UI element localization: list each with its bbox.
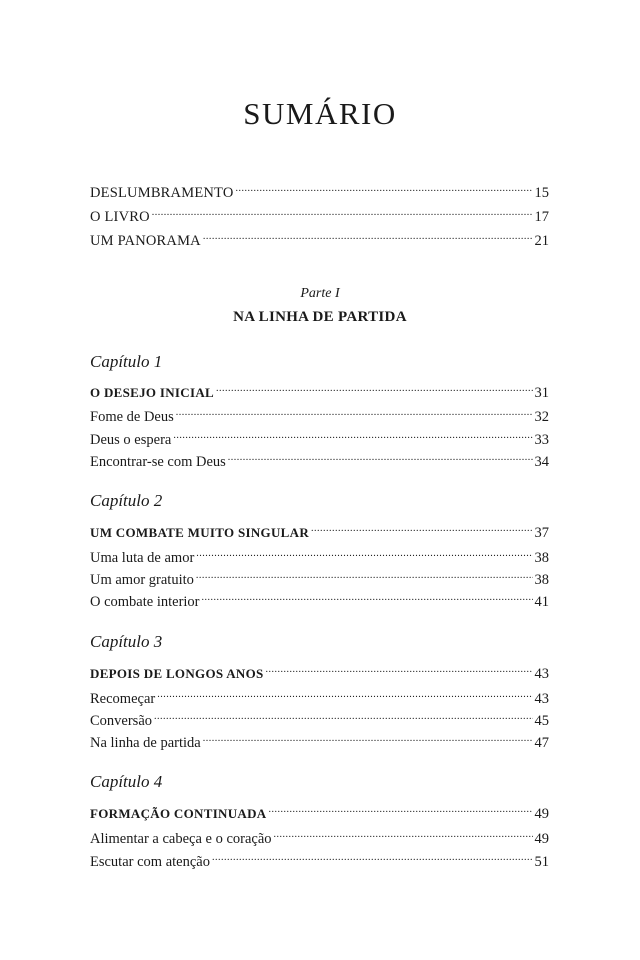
chapter-label: Capítulo 2 [90,491,163,510]
toc-entry-front [90,203,549,226]
chapter-title: UM COMBATE MUITO SINGULAR [90,525,310,540]
section-entry [90,848,549,871]
dot-leader [173,426,532,444]
section-entry [90,685,549,708]
dot-leader [216,379,533,397]
section-label: Fome de Deus [90,409,174,425]
toc-entry-page: 38 [534,572,549,588]
section-entry [90,426,549,449]
toc-entry-front [90,227,549,250]
toc-entry-page: 41 [534,594,549,610]
toc-entry-page: 47 [534,735,549,751]
dot-leader [311,519,532,537]
section-label: Uma luta de amor [90,550,195,566]
toc-entry-page: 37 [534,525,549,541]
toc-entry-page: 43 [534,666,549,682]
toc-entry-label: UM PANORAMA [90,233,201,249]
toc-entry-page: 49 [534,831,549,847]
dot-leader [152,203,533,221]
chapter-title-entry [90,800,549,823]
section-entry [90,825,549,848]
section-entry [90,566,549,589]
dot-leader [196,544,532,562]
dot-leader [202,588,533,606]
toc-entry-page: 17 [534,209,549,225]
toc-entry-label: O LIVRO [90,209,150,225]
section-label: Conversão [90,713,153,729]
dot-leader [203,729,533,747]
toc-entry-page: 51 [534,854,549,870]
dot-leader [236,179,533,197]
dot-leader [266,660,533,678]
section-label: Encontrar-se com Deus [90,454,226,470]
section-entry [90,448,549,471]
toc-entry-page: 31 [534,385,549,401]
section-label: Escutar com atenção [90,854,210,870]
section-entry [90,588,549,611]
section-label: Na linha de partida [90,735,201,751]
chapter-title: FORMAÇÃO CONTINUADA [90,806,267,821]
section-entry [90,729,549,752]
dot-leader [176,403,533,421]
page-title: SUMÁRIO [243,96,397,131]
part-title: NA LINHA DE PARTIDA [233,309,407,325]
toc-entry-page: 38 [534,550,549,566]
toc-entry-page: 21 [534,233,549,249]
dot-leader [154,707,532,725]
chapter-label: Capítulo 3 [90,632,163,651]
section-entry [90,544,549,567]
chapter-title-entry [90,660,549,683]
part-label: Parte I [300,286,340,301]
dot-leader [274,825,533,843]
chapter-title-entry [90,379,549,402]
dot-leader [269,800,533,818]
chapter-label: Capítulo 4 [90,772,163,791]
dot-leader [228,448,533,466]
toc-entry-page: 49 [534,806,549,822]
section-label: Alimentar a cabeça e o coração [90,831,272,847]
section-label: O combate interior [90,594,200,610]
section-entry [90,707,549,730]
toc-entry-page: 45 [534,713,549,729]
toc-entry-page: 33 [534,432,549,448]
toc-entry-page: 34 [534,454,549,470]
toc-entry-front [90,179,549,202]
section-entry [90,403,549,426]
chapter-title-entry [90,519,549,542]
toc-entry-page: 15 [534,185,549,201]
dot-leader [203,227,533,245]
toc-entry-page: 32 [534,409,549,425]
dot-leader [212,848,533,866]
chapter-title: DEPOIS DE LONGOS ANOS [90,666,264,681]
toc-entry-label: DESLUMBRAMENTO [90,185,234,201]
section-label: Deus o espera [90,432,172,448]
section-label: Recomeçar [90,691,156,707]
dot-leader [196,566,533,584]
section-label: Um amor gratuito [90,572,194,588]
chapter-title: O DESEJO INICIAL [90,385,214,400]
dot-leader [157,685,532,703]
chapter-label: Capítulo 1 [90,352,163,371]
toc-entry-page: 43 [534,691,549,707]
